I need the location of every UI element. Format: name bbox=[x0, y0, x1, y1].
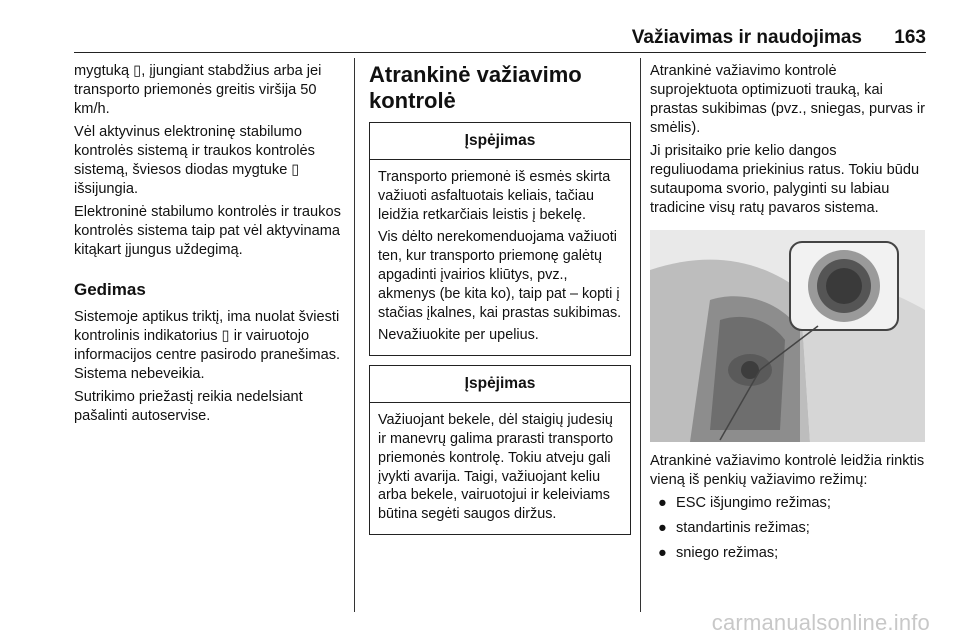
column-right bbox=[650, 62, 928, 569]
list-item bbox=[650, 519, 928, 538]
photo-illustration bbox=[650, 230, 925, 442]
list-item-text: sniego režimas; bbox=[676, 545, 779, 561]
warning-text: Transporto priemonė iš esmės skirta važiuoti asfaltuotais keliais, tačiau leidžia retkarčiais leistis į bekelę. bbox=[378, 169, 611, 223]
drive-mode-selector-photo bbox=[650, 230, 925, 442]
warning-text: Vis dėlto nerekomenduojama važiuoti ten, kur transporto priemonę galėtų apgadinti įvairios kliūtys, pvz., akmenys (be kita ko), taip pat – kopti į stačias įkalnes, kai prastas sukibimas. bbox=[378, 229, 622, 321]
column-middle bbox=[369, 62, 631, 544]
warning-box-1 bbox=[369, 122, 631, 356]
paragraph: Vėl aktyvinus elektroninę stabilumo kontrolės sistemą ir traukos kontrolės sistemą, šviesos diodas mygtuke ▯ išsijungia. bbox=[74, 124, 315, 197]
heading-line-2: kontrolė bbox=[369, 88, 456, 113]
paragraph: Atrankinė važiavimo kontrolė leidžia rinktis vieną iš penkių važiavimo režimų: bbox=[650, 453, 925, 488]
paragraph: Ji prisitaiko prie kelio dangos reguliuodama priekinius ratus. Tokiu būdu sutaupoma svorio, palyginti su labiau tradicine visų ratų pavaros sistema. bbox=[650, 143, 920, 216]
list-item-text: standartinis režimas; bbox=[676, 520, 810, 536]
list-item-text: ESC išjungimo režimas; bbox=[676, 495, 831, 511]
bullet-icon: ● bbox=[658, 545, 667, 561]
section-heading-atrankine bbox=[369, 62, 631, 114]
watermark: carmanualsonline.info bbox=[711, 610, 930, 635]
column-left bbox=[74, 62, 344, 430]
paragraph: Sutrikimo priežastį reikia nedelsiant pašalinti autoservise. bbox=[74, 389, 303, 424]
warning-box-2 bbox=[369, 365, 631, 535]
column-divider-left bbox=[354, 58, 355, 612]
warning-text: Nevažiuokite per upelius. bbox=[378, 327, 539, 344]
warning-title: Įspėjimas bbox=[370, 123, 630, 160]
warning-body bbox=[370, 403, 630, 534]
warning-body bbox=[370, 160, 630, 355]
page-number: 163 bbox=[894, 27, 926, 48]
bullet-icon: ● bbox=[658, 520, 667, 536]
paragraph: mygtuką ▯, įjungiant stabdžius arba jei transporto priemonės greitis viršija 50 km/h. bbox=[74, 63, 322, 117]
column-divider-right bbox=[640, 58, 641, 612]
drive-mode-list bbox=[650, 494, 928, 563]
bullet-icon: ● bbox=[658, 495, 667, 511]
paragraph: Atrankinė važiavimo kontrolė suprojektuota optimizuoti trauką, kai prastas sukibimas (pvz., sniegas, purvas ir smėlis). bbox=[650, 63, 925, 136]
warning-text: Važiuojant bekele, dėl staigių judesių ir manevrų galima prarasti transporto priemonės kontrolę. Tokiu atveju gali įvykti avarija. Taigi, važiuojant keliu arba bekele, vairuotojui ir keleiviams būtina segėti saugos diržus. bbox=[378, 412, 614, 523]
heading-line-1: Atrankinė važiavimo bbox=[369, 62, 582, 87]
paragraph: Sistemoje aptikus triktį, ima nuolat šviesti kontrolinis indikatorius ▯ ir vairuotojo informacijos centre pasirodo pranešimas. Sistema nebeveikia. bbox=[74, 309, 341, 382]
list-item bbox=[650, 544, 928, 563]
paragraph: Elektroninė stabilumo kontrolės ir traukos kontrolės sistema taip pat vėl aktyvinama kitąkart įjungus uždegimą. bbox=[74, 204, 341, 258]
warning-title: Įspėjimas bbox=[370, 366, 630, 403]
list-item bbox=[650, 494, 928, 513]
section-title: Važiavimas ir naudojimas bbox=[631, 27, 862, 48]
page-header bbox=[74, 0, 926, 53]
section-heading-gedimas: Gedimas bbox=[74, 280, 146, 299]
